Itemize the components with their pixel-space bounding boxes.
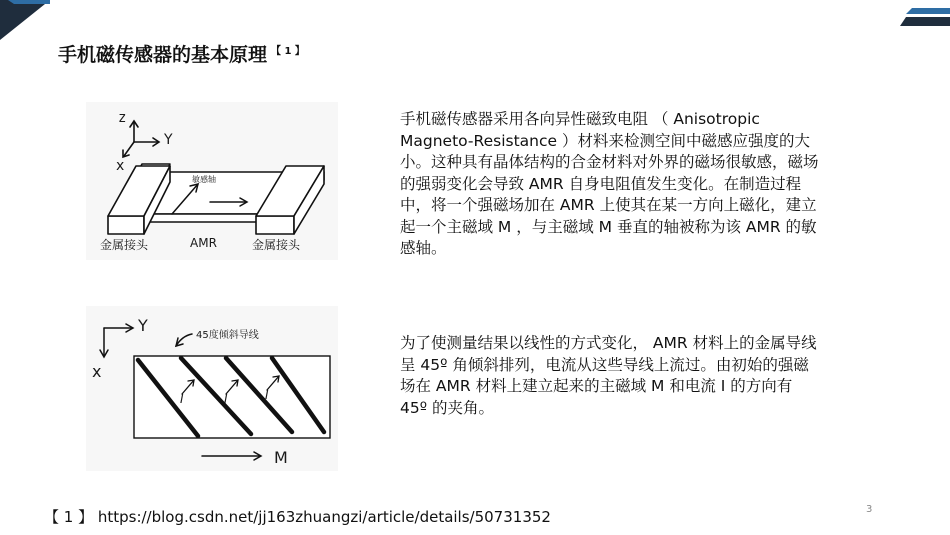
slide-title-text: 手机磁传感器的基本原理: [58, 44, 268, 66]
corner-decoration-top-right: [900, 0, 950, 30]
reference-footnote: 【 1 】 https://blog.csdn.net/jj163zhuangzi/article/details/50731352: [44, 508, 551, 526]
field-label-m: M: [274, 448, 288, 467]
current-label-3: I: [265, 388, 269, 402]
paragraph-barber-pole: 为了使测量结果以线性的方式变化， AMR 材料上的金属导线呈 45º 角倾斜排列，电流从这些导线上流过。由初始的强磁场在 AMR 材料上建立起来的主磁域 M 和电流 I 的方向有 45º 的夹角。: [400, 334, 817, 417]
paragraph-amr-principle: 手机磁传感器采用各向异性磁致电阻 （ Anisotropic Magneto-Resistance ）材料来检测空间中磁感应强度的大小。这种具有晶体结构的合金材料对外界的磁场很敏感，磁场的强弱变化会导致 AMR 自身电阻值发生变化。在制造过程中，将一个强磁场加在 AMR 上使其在某一方向上磁化，建立起一个主磁域 M ，与主磁域 M 垂直的轴被称为该 AMR 的敏感轴。: [400, 110, 819, 257]
axis-label-z: z: [118, 110, 127, 126]
stripe-label: 45度倾斜导线: [196, 330, 259, 341]
axis-label-y: Y: [138, 316, 148, 335]
current-label-1: I: [180, 392, 184, 406]
page-number: 3: [866, 504, 873, 515]
slide-title: [58, 40, 305, 67]
right-contact-label: 金属接头: [252, 238, 301, 252]
axis-label-x: x: [116, 158, 125, 174]
amr-label: AMR: [190, 236, 217, 250]
axis-label-y: Y: [164, 132, 173, 148]
sensitive-axis-label: 敏感轴: [192, 175, 216, 184]
corner-decoration-top-left: [0, 0, 50, 40]
figure-barber-pole: [86, 306, 338, 471]
axis-label-x: x: [92, 362, 102, 381]
figure-amr-strip: [86, 102, 338, 260]
current-label-2: I: [224, 392, 228, 406]
slide-title-reference: 【 1 】: [271, 45, 305, 57]
left-contact-label: 金属接头: [100, 238, 149, 252]
